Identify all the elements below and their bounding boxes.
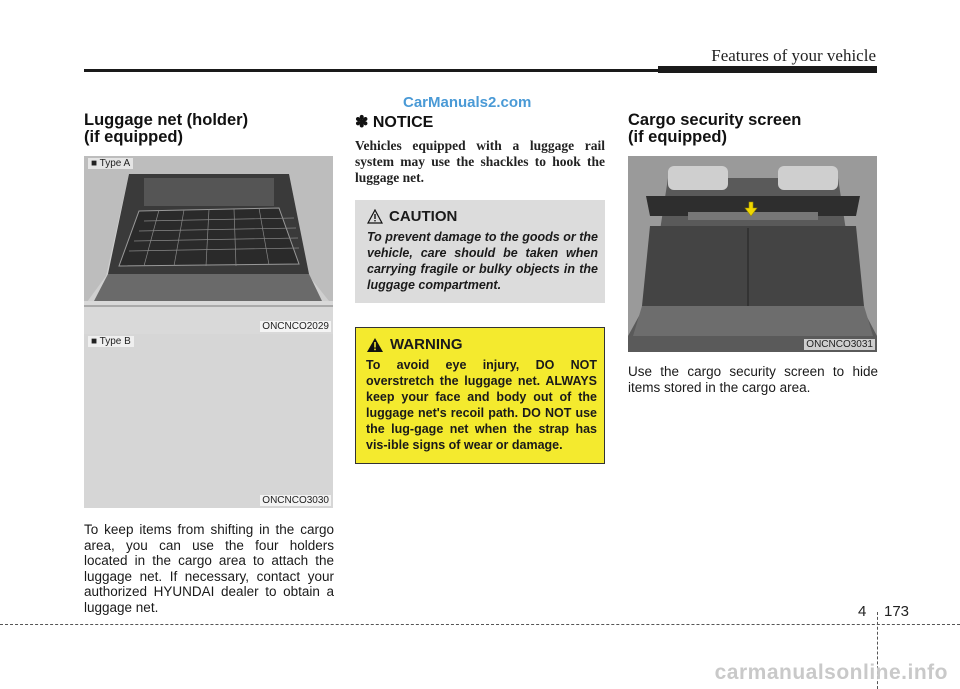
warning-box xyxy=(355,327,605,464)
caution-box xyxy=(355,200,605,303)
header-rule-thick xyxy=(658,66,877,73)
caution-text: To prevent damage to the goods or the vehicle, care should be taken when carrying fragile or bulky objects in the luggage compartment. xyxy=(367,230,598,292)
luggage-net-title: Luggage net (holder) (if equipped) xyxy=(84,111,249,146)
caution-heading-row xyxy=(367,208,598,225)
cargo-figure-code: ONCNCO3031 xyxy=(806,339,873,350)
figure-b-code: ONCNCO3030 xyxy=(262,495,329,506)
luggage-net-figure-b xyxy=(84,334,333,508)
notice-title: ✽ NOTICE xyxy=(355,114,434,131)
figure-a-code: ONCNCO2029 xyxy=(262,321,329,332)
page-number: 173 xyxy=(884,603,910,620)
warning-text: To avoid eye injury, DO NOT overstretch the luggage net. ALWAYS keep your face and body out of the luggage net's recoil path. DO NOT use the lug-gage net when the strap has vis-ible signs of wear or damage. xyxy=(366,358,597,452)
figure-a-label: ■ Type A xyxy=(88,158,133,169)
warning-triangle-icon xyxy=(366,337,384,353)
figure-b-label: ■ Type B xyxy=(88,336,134,347)
header-title: Features of your vehicle xyxy=(711,46,876,65)
watermark-top-link[interactable]: CarManuals2.com xyxy=(403,94,532,111)
cargo-screen-body: Use the cargo security screen to hide items stored in the cargo area. xyxy=(628,364,878,395)
cargo-screen-photo xyxy=(628,156,877,352)
notice-section xyxy=(355,112,605,464)
header-rule xyxy=(84,69,658,72)
cargo-screen-section xyxy=(628,112,878,395)
chapter-number: 4 xyxy=(858,603,867,620)
warning-heading-row xyxy=(366,336,597,353)
notice-text: Vehicles equipped with a luggage rail system may use the shackles to hook the luggage net. xyxy=(355,138,605,185)
luggage-net-body: To keep items from shifting in the cargo area, you can use the four holders located in the cargo area to attach the luggage net. If necessary, contact your authorized HYUNDAI dealer to obtain a luggage net. xyxy=(84,522,334,615)
luggage-net-figure-a xyxy=(84,156,333,334)
cargo-net-photo xyxy=(84,156,333,334)
caution-heading: CAUTION xyxy=(389,208,458,225)
watermark-bottom-link[interactable]: carmanualsonline.info xyxy=(714,661,948,684)
warning-heading: WARNING xyxy=(390,336,463,353)
cargo-screen-title: Cargo security screen (if equipped) xyxy=(628,111,802,146)
caution-triangle-icon xyxy=(367,209,383,224)
luggage-net-section xyxy=(84,112,334,615)
cargo-screen-figure xyxy=(628,156,877,352)
footer-rule xyxy=(0,624,960,625)
